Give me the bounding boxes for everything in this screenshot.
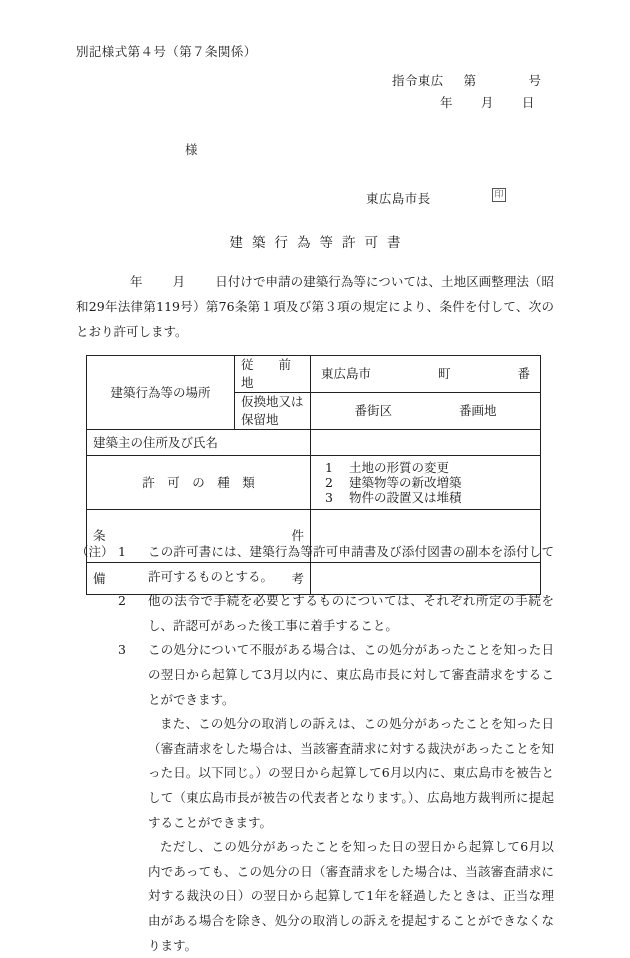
note-body: [148, 589, 554, 638]
permit-type-number: 2: [325, 475, 333, 490]
body-date-year: 年: [130, 274, 143, 289]
permit-type-number: 1: [325, 460, 333, 475]
former-land-city: 東広島市: [321, 366, 372, 381]
conditions-label-left: 条: [93, 528, 106, 543]
conditions-label-right: 件: [291, 528, 304, 543]
replacement-land-value[interactable]: [311, 393, 541, 430]
notes-marker-spacer: [76, 638, 118, 958]
note-paragraph: この処分について不服がある場合は、この処分があったことを知った日の翌日から起算して3月以内に、東広島市長に対して審査請求をすることができます。: [148, 642, 554, 707]
owner-value[interactable]: [311, 430, 541, 456]
permit-type-text: 建築物等の新改増築: [349, 475, 462, 490]
permit-type-text: 土地の形質の変更: [349, 460, 450, 475]
table-row-owner: [87, 430, 541, 456]
replacement-land-label: 仮換地又は保留地: [235, 393, 311, 430]
former-land-ban: 番: [517, 366, 530, 381]
document-number-line: [392, 71, 541, 89]
issuer-name: 東広島市長: [366, 191, 431, 206]
note-item-3: [76, 638, 554, 958]
document-number-go: 号: [528, 73, 542, 88]
permit-type-label: 許 可 の 種 類: [87, 456, 311, 510]
note-paragraph: この許可書には、建築行為等許可申請書及び添付図書の副本を添付して許可するものとする。: [148, 544, 554, 584]
owner-label: 建築主の住所及び氏名: [87, 430, 311, 456]
document-number-dai: 第: [463, 73, 477, 88]
permit-type-item[interactable]: [317, 460, 534, 475]
replacement-land-lot: 番画地: [458, 403, 497, 418]
notes-marker: （注）: [76, 544, 114, 559]
note-paragraph: また、この処分の取消しの訴えは、この処分があったことを知った日（審査請求をした場合は、当該審査請求に対する裁決があったことを知った日。以下同じ。）の翌日から起算して6月以内に、東広島市を被告として（東広島市長が被告の代表者となります。）、広島地方裁判所に提起することができます。: [148, 716, 554, 830]
form-number: 別記様式第４号（第７条関係）: [76, 44, 257, 59]
former-land-label: [235, 356, 317, 393]
seal-stamp-icon: 印: [492, 188, 506, 202]
note-number: 2: [118, 593, 126, 609]
note-item-1: [76, 540, 554, 589]
note-paragraph: ただし、この処分があったことを知った日の翌日から起算して6月以内であっても、この処分の日（審査請求をした場合は、当該審査請求に対する裁決の日）の翌日から起算して1年を経過したときは、正当な理由がある場合を除き、処分の取消しの訴えを提起することができなくなります。: [148, 839, 554, 953]
issue-date-month: 月: [480, 95, 494, 110]
page-title: 建築行為等許可書: [229, 235, 410, 251]
permit-type-item[interactable]: [317, 475, 534, 490]
permit-type-text: 物件の設置又は堆積: [349, 490, 462, 505]
remarks-label-right: 考: [291, 570, 304, 586]
replacement-land-block: 番街区: [354, 403, 392, 418]
document-number-prefix: 指令東広: [392, 73, 444, 88]
permit-type-item[interactable]: [317, 490, 534, 505]
body-text: 日付けで申請の建築行為等については、土地区画整理法（昭和29年法律第119号）第76条第１項及び第３項の規定により、条件を付して、次のとおり許可します。: [76, 274, 554, 339]
body-paragraph: [76, 269, 554, 344]
issue-date-year: 年: [440, 95, 453, 110]
note-number: 3: [118, 642, 126, 658]
remarks-label-left: 備: [93, 570, 106, 586]
permit-type-number: 3: [325, 490, 333, 505]
notes-marker-spacer: [76, 589, 118, 638]
former-land-label-text: 従 前 地: [241, 357, 317, 390]
body-date-month: 月: [172, 274, 186, 289]
former-land-town: 町: [437, 366, 451, 381]
former-land-value[interactable]: [311, 356, 541, 393]
permit-type-value[interactable]: [311, 456, 541, 510]
note-body: [148, 540, 554, 589]
issue-date-day: 日: [521, 95, 535, 110]
note-item-2: [76, 589, 554, 638]
table-row-former-land: [87, 356, 541, 393]
table-row-permit-type: [87, 456, 541, 510]
note-number: 1: [118, 544, 126, 559]
permit-type-list: [317, 456, 534, 509]
note-body: [148, 638, 554, 958]
note-paragraph: 他の法令で手続を必要とするものについては、それぞれ所定の手続をし、許認可があった後工事に着手すること。: [148, 593, 554, 633]
notes-section: [76, 540, 554, 958]
location-label: 建築行為等の場所: [87, 356, 235, 430]
issue-date-line: [440, 93, 535, 111]
addressee-honorific: 様: [185, 142, 198, 157]
